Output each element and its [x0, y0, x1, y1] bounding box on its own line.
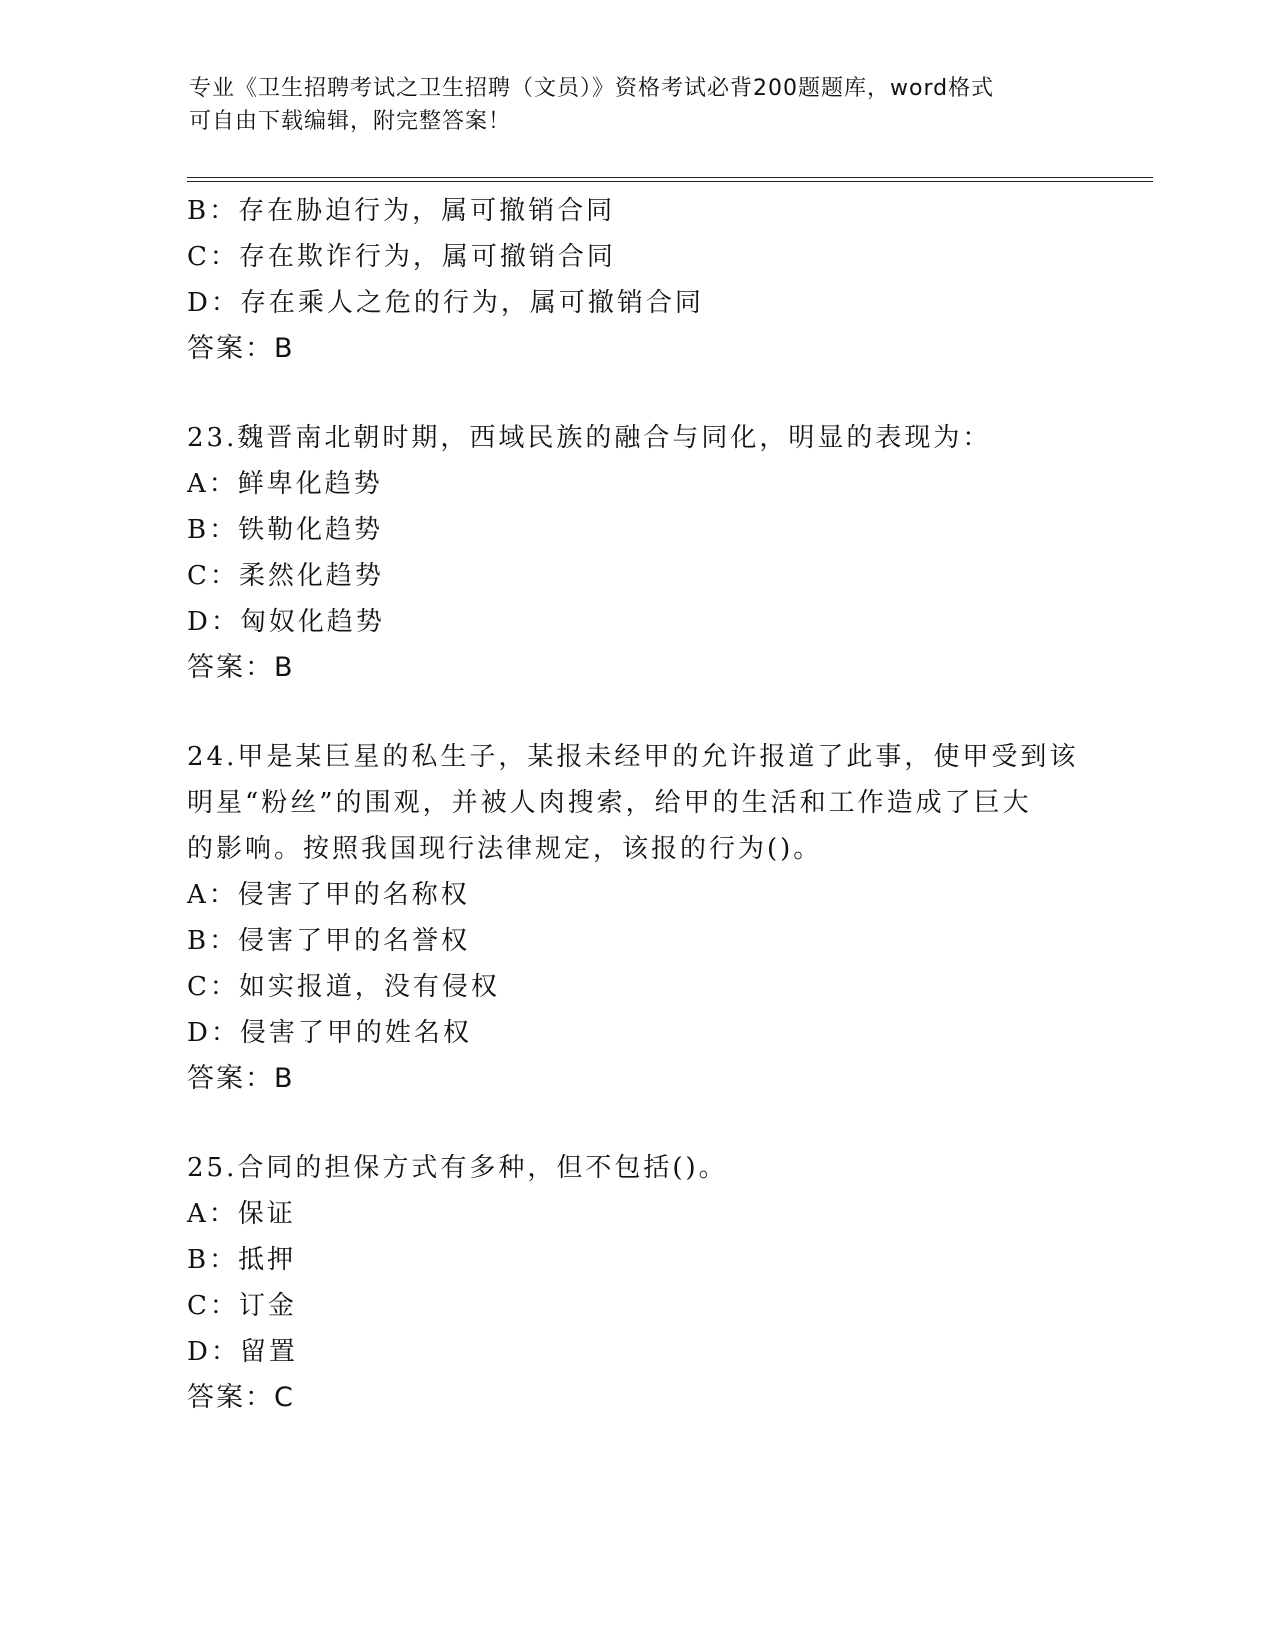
option-d: D：侵害了甲的姓名权: [187, 1018, 472, 1048]
answer-line: 答案：B: [187, 1063, 295, 1094]
option-b: B：抵押: [187, 1245, 297, 1275]
option-c: C：柔然化趋势: [187, 561, 384, 591]
option-d: D：留置: [187, 1337, 298, 1367]
question-text-line-3: 的影响。按照我国现行法律规定，该报的行为()。: [187, 834, 823, 864]
answer-line: 答案：B: [187, 333, 295, 364]
option-b: B：铁勒化趋势: [187, 515, 384, 545]
option-c: C：订金: [187, 1291, 297, 1321]
option-c: C：存在欺诈行为，属可撤销合同: [187, 242, 616, 272]
question-23: [187, 415, 1107, 691]
option-b: B：侵害了甲的名誉权: [187, 926, 471, 956]
question-text-line-2: 明星“粉丝”的围观，并被人肉搜索，给甲的生活和工作造成了巨大: [187, 788, 1032, 818]
answer-line: 答案：C: [187, 1382, 295, 1413]
option-d: D：存在乘人之危的行为，属可撤销合同: [187, 288, 704, 318]
option-b: B：存在胁迫行为，属可撤销合同: [187, 196, 616, 226]
option-a: A：鲜卑化趋势: [187, 469, 383, 499]
option-c: C：如实报道，没有侵权: [187, 972, 500, 1002]
question-25: [187, 1145, 1107, 1421]
header-divider-top: [187, 177, 1153, 178]
document-header: [189, 72, 1089, 138]
option-a: A：保证: [187, 1199, 296, 1229]
answer-line: 答案：B: [187, 652, 295, 683]
header-title-line-2: 可自由下载编辑，附完整答案！: [189, 109, 512, 134]
question-text: 25.合同的担保方式有多种，但不包括()。: [187, 1153, 728, 1183]
header-divider-bottom: [187, 181, 1153, 182]
question-text-line-1: 24.甲是某巨星的私生子，某报未经甲的允许报道了此事，使甲受到该: [187, 742, 1079, 772]
option-d: D：匈奴化趋势: [187, 607, 385, 637]
question-22-continued: [187, 188, 1107, 372]
header-title-line-1: 专业《卫生招聘考试之卫生招聘（文员）》资格考试必背200题题库，word格式: [189, 76, 995, 101]
question-text: 23.魏晋南北朝时期，西域民族的融合与同化，明显的表现为：: [187, 423, 992, 453]
document-body: [187, 188, 1107, 1421]
option-a: A：侵害了甲的名称权: [187, 880, 470, 910]
question-24: [187, 734, 1107, 1102]
